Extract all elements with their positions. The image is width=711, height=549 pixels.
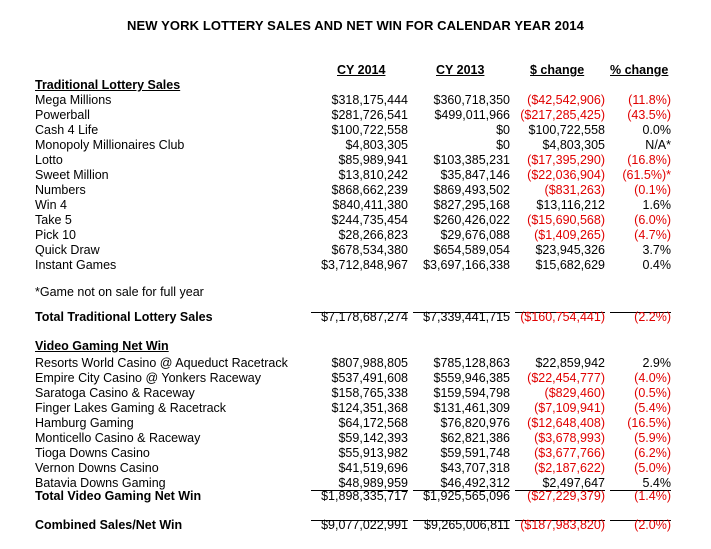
cell-change: $22,859,942 — [535, 356, 605, 370]
cell-change: ($22,454,777) — [527, 371, 605, 385]
cell-change: $100,722,558 — [528, 123, 605, 137]
cell-cy2013: $3,697,166,338 — [423, 258, 510, 272]
cell-cy2013: $35,847,146 — [440, 168, 510, 182]
cell-pct: (4.7%) — [634, 228, 671, 242]
traditional-total-row — [0, 310, 711, 325]
cell-cy2014: $9,077,022,991 — [321, 518, 408, 532]
cell-cy2014: $678,534,380 — [331, 243, 408, 257]
table-row — [0, 153, 711, 168]
cell-cy2014: $158,765,338 — [331, 386, 408, 400]
table-row — [0, 93, 711, 108]
header-dollar-change: $ change — [530, 63, 585, 77]
cell-change: ($3,678,993) — [534, 431, 605, 445]
table-row — [0, 371, 711, 386]
cell-change: ($22,036,904) — [527, 168, 605, 182]
vgm-total-row — [0, 489, 711, 504]
cell-pct: (2.0%) — [634, 518, 671, 532]
table-row — [0, 446, 711, 461]
row-label: Monticello Casino & Raceway — [35, 431, 201, 445]
row-label: Cash 4 Life — [35, 123, 99, 137]
cell-cy2013: $29,676,088 — [440, 228, 510, 242]
cell-cy2014: $537,491,608 — [331, 371, 408, 385]
row-label: Pick 10 — [35, 228, 76, 242]
cell-pct: (5.0%) — [634, 461, 671, 475]
cell-cy2013: $499,011,966 — [434, 108, 510, 122]
cell-cy2013: $46,492,312 — [440, 476, 510, 490]
cell-change: ($217,285,425) — [520, 108, 605, 122]
cell-cy2013: $559,946,385 — [433, 371, 510, 385]
cell-cy2014: $4,803,305 — [345, 138, 408, 152]
row-label: Empire City Casino @ Yonkers Raceway — [35, 371, 261, 385]
table-row — [0, 123, 711, 138]
cell-pct: 0.0% — [642, 123, 671, 137]
row-label: Lotto — [35, 153, 63, 167]
row-label: Quick Draw — [35, 243, 100, 257]
cell-cy2014: $55,913,982 — [338, 446, 408, 460]
cell-pct: 1.6% — [642, 198, 671, 212]
cell-cy2013: $9,265,006,811 — [424, 518, 510, 532]
cell-pct: (5.9%) — [634, 431, 671, 445]
cell-cy2014: $124,351,368 — [331, 401, 408, 415]
cell-cy2014: $840,411,380 — [332, 198, 408, 212]
cell-change: $13,116,212 — [536, 198, 605, 212]
cell-pct: (1.4%) — [634, 489, 671, 503]
cell-change: ($12,648,408) — [527, 416, 605, 430]
row-label: Total Video Gaming Net Win — [35, 489, 202, 503]
cell-change: $2,497,647 — [542, 476, 605, 490]
cell-pct: (5.4%) — [634, 401, 671, 415]
header-cy2014: CY 2014 — [337, 63, 386, 77]
cell-pct: (4.0%) — [634, 371, 671, 385]
cell-cy2013: $59,591,748 — [440, 446, 510, 460]
cell-pct: 0.4% — [642, 258, 671, 272]
cell-pct: (43.5%) — [627, 108, 671, 122]
cell-cy2014: $28,266,823 — [338, 228, 408, 242]
table-row — [0, 356, 711, 371]
row-label: Saratoga Casino & Raceway — [35, 386, 195, 400]
cell-change: ($17,395,290) — [527, 153, 605, 167]
header-percent-change: % change — [610, 63, 669, 77]
cell-pct: (6.0%) — [634, 213, 671, 227]
cell-pct: 2.9% — [642, 356, 671, 370]
cell-change: ($831,263) — [544, 183, 605, 197]
cell-cy2013: $7,339,441,715 — [423, 310, 510, 324]
cell-change: ($1,409,265) — [534, 228, 605, 242]
row-label: Sweet Million — [35, 168, 109, 182]
table-row — [0, 168, 711, 183]
row-label: Vernon Downs Casino — [35, 461, 159, 475]
cell-change: ($829,460) — [544, 386, 605, 400]
cell-cy2013: $827,295,168 — [433, 198, 510, 212]
report-title: NEW YORK LOTTERY SALES AND NET WIN FOR CALENDAR YEAR 2014 — [127, 18, 584, 33]
cell-change: $4,803,305 — [542, 138, 605, 152]
cell-cy2014: $3,712,848,967 — [321, 258, 408, 272]
cell-pct: (0.1%) — [634, 183, 671, 197]
row-label: Numbers — [35, 183, 86, 197]
traditional-section-heading — [0, 78, 711, 93]
cell-cy2014: $13,810,242 — [338, 168, 408, 182]
cell-cy2013: $103,385,231 — [433, 153, 510, 167]
table-row — [0, 243, 711, 258]
cell-pct: (2.2%) — [634, 310, 671, 324]
header-cy2013: CY 2013 — [436, 63, 485, 77]
cell-cy2014: $318,175,444 — [331, 93, 408, 107]
cell-cy2013: $0 — [496, 123, 510, 137]
cell-cy2014: $41,519,696 — [338, 461, 408, 475]
cell-change: ($187,983,820) — [520, 518, 605, 532]
cell-change: ($15,690,568) — [527, 213, 605, 227]
row-label: Combined Sales/Net Win — [35, 518, 183, 532]
table-row — [0, 198, 711, 213]
cell-cy2014: $64,172,568 — [338, 416, 408, 430]
cell-cy2014: $868,662,239 — [331, 183, 408, 197]
cell-cy2014: $281,726,541 — [331, 108, 408, 122]
cell-cy2013: $360,718,350 — [433, 93, 510, 107]
cell-change: ($42,542,906) — [527, 93, 605, 107]
row-label: Win 4 — [35, 198, 67, 212]
cell-cy2014: $85,989,941 — [338, 153, 408, 167]
section-title: Traditional Lottery Sales — [35, 78, 181, 92]
row-label: Powerball — [35, 108, 90, 122]
table-row — [0, 228, 711, 243]
row-label: Batavia Downs Gaming — [35, 476, 166, 490]
table-row — [0, 401, 711, 416]
cell-pct: (16.5%) — [627, 416, 671, 430]
cell-cy2013: $159,594,798 — [433, 386, 510, 400]
row-label: Hamburg Gaming — [35, 416, 134, 430]
cell-pct: N/A* — [645, 138, 671, 152]
cell-cy2013: $1,925,565,096 — [423, 489, 510, 503]
table-row — [0, 416, 711, 431]
table-row — [0, 386, 711, 401]
cell-cy2013: $131,461,309 — [433, 401, 510, 415]
table-row — [0, 138, 711, 153]
table-row — [0, 258, 711, 273]
row-label: Mega Millions — [35, 93, 112, 107]
table-row — [0, 213, 711, 228]
table-row — [0, 183, 711, 198]
cell-cy2014: $100,722,558 — [331, 123, 408, 137]
cell-cy2013: $62,821,386 — [440, 431, 510, 445]
row-label: Finger Lakes Gaming & Racetrack — [35, 401, 227, 415]
row-label: Resorts World Casino @ Aqueduct Racetrack — [35, 356, 288, 370]
cell-cy2014: $807,988,805 — [331, 356, 408, 370]
cell-cy2014: $244,735,454 — [331, 213, 408, 227]
cell-change: ($3,677,766) — [534, 446, 605, 460]
cell-pct: (61.5%)* — [622, 168, 671, 182]
cell-cy2013: $869,493,502 — [433, 183, 510, 197]
row-label: Tioga Downs Casino — [35, 446, 150, 460]
cell-cy2014: $7,178,687,274 — [321, 310, 408, 324]
cell-cy2013: $654,589,054 — [433, 243, 510, 257]
cell-change: ($7,109,941) — [534, 401, 605, 415]
row-label: Instant Games — [35, 258, 117, 272]
cell-pct: (11.8%) — [628, 93, 671, 107]
row-label: Take 5 — [35, 213, 72, 227]
table-row — [0, 431, 711, 446]
combined-total-row — [0, 518, 711, 533]
cell-cy2014: $59,142,393 — [338, 431, 408, 445]
cell-change: $15,682,629 — [535, 258, 605, 272]
cell-cy2013: $43,707,318 — [440, 461, 510, 475]
cell-change: $23,945,326 — [535, 243, 605, 257]
cell-pct: (16.8%) — [627, 153, 671, 167]
row-label: Total Traditional Lottery Sales — [35, 310, 213, 324]
cell-pct: 5.4% — [642, 476, 671, 490]
cell-cy2013: $76,820,976 — [440, 416, 510, 430]
cell-cy2013: $260,426,022 — [433, 213, 510, 227]
cell-pct: 3.7% — [642, 243, 671, 257]
section-title: Video Gaming Net Win — [35, 339, 169, 353]
cell-cy2014: $1,898,335,717 — [321, 489, 408, 503]
cell-pct: (6.2%) — [634, 446, 671, 460]
cell-change: ($2,187,622) — [534, 461, 605, 475]
cell-change: ($160,754,441) — [520, 310, 605, 324]
vgm-section-heading — [0, 339, 711, 354]
cell-cy2013: $0 — [496, 138, 510, 152]
cell-change: ($27,229,379) — [527, 489, 605, 503]
table-row — [0, 461, 711, 476]
cell-cy2014: $48,989,959 — [338, 476, 408, 490]
row-label: Monopoly Millionaires Club — [35, 138, 185, 152]
cell-pct: (0.5%) — [634, 386, 671, 400]
table-row — [0, 108, 711, 123]
footnote: *Game not on sale for full year — [35, 285, 204, 299]
cell-cy2013: $785,128,863 — [433, 356, 510, 370]
